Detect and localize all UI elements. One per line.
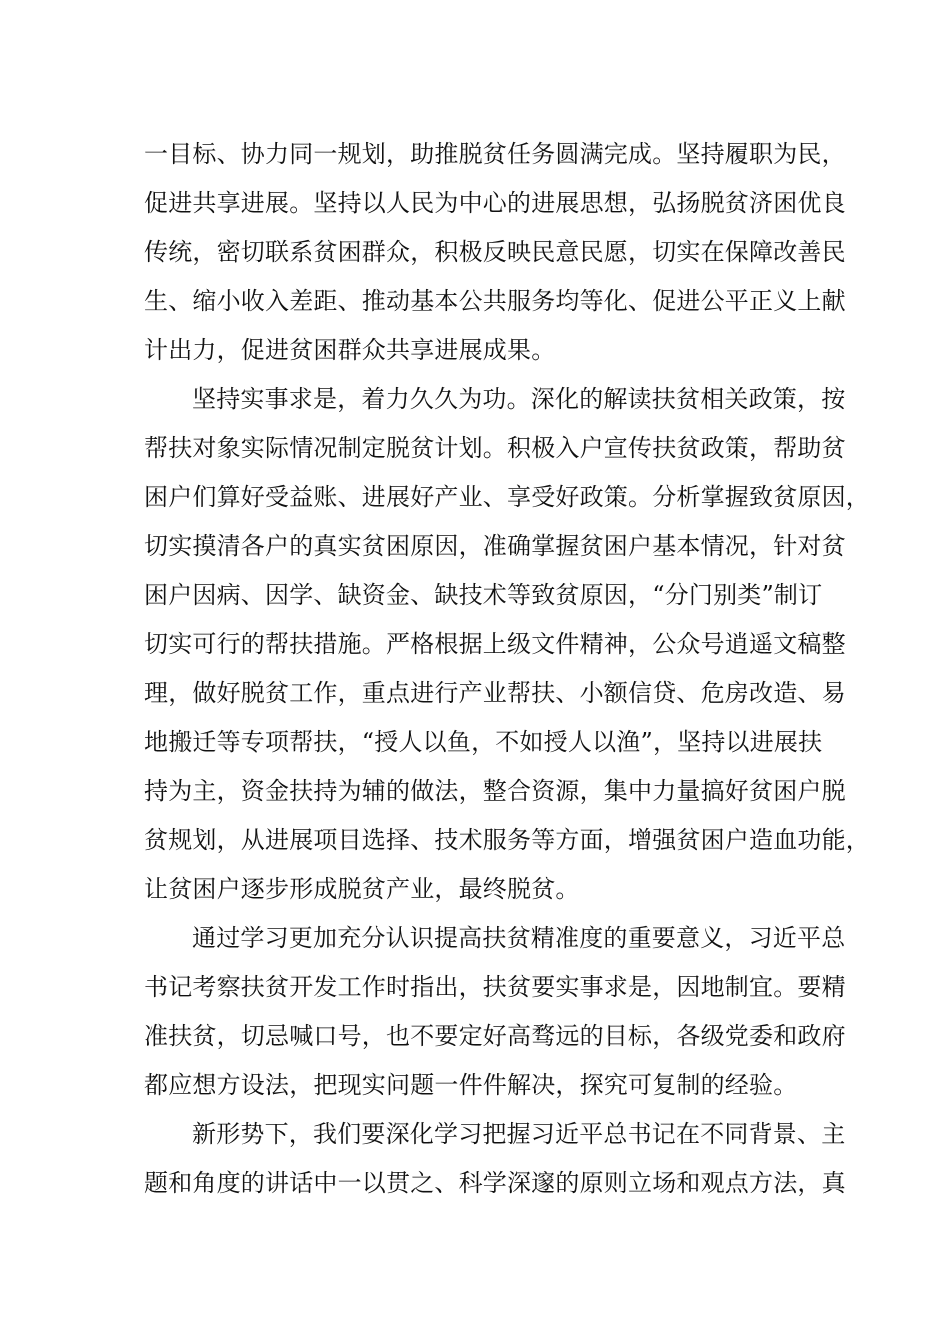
text-line: 传统，密切联系贫困群众，积极反映民意民愿，切实在保障改善民 (144, 238, 846, 266)
text-line: 帮扶对象实际情况制定脱贫计划。积极入户宣传扶贫政策，帮助贫 (144, 434, 846, 462)
text-line: 困户们算好受益账、进展好产业、享受好政策。分析掌握致贫原因， (144, 483, 870, 511)
text-line: 切实摸清各户的真实贫困原因，准确掌握贫困户基本情况，针对贫 (144, 532, 846, 560)
text-line: 题和角度的讲话中一以贯之、科学深邃的原则立场和观点方法，真 (144, 1169, 846, 1197)
text-line: 书记考察扶贫开发工作时指出，扶贫要实事求是，因地制宜。要精 (144, 973, 846, 1001)
paragraph-first-line: 通过学习更加充分认识提高扶贫精准度的重要意义，习近平总 (192, 924, 846, 952)
paragraph-first-line: 坚持实事求是，着力久久为功。深化的解读扶贫相关政策，按 (192, 385, 846, 413)
document-body (144, 130, 870, 1208)
text-line: 困户因病、因学、缺资金、缺技术等致贫原因，“分门别类”制订 (144, 581, 823, 609)
text-line: 促进共享进展。坚持以人民为中心的进展思想，弘扬脱贫济困优良 (144, 189, 846, 217)
text-line: 准扶贫，切忌喊口号，也不要定好高骛远的目标，各级党委和政府 (144, 1022, 846, 1050)
text-line: 生、缩小收入差距、推动基本公共服务均等化、促进公平正义上献 (144, 287, 846, 315)
text-line: 持为主，资金扶持为辅的做法，整合资源，集中力量搞好贫困户脱 (144, 777, 846, 805)
text-line: 贫规划，从进展项目选择、技术服务等方面，增强贫困户造血功能， (144, 826, 870, 854)
text-line: 地搬迁等专项帮扶，“授人以鱼，不如授人以渔”，坚持以进展扶 (144, 728, 823, 756)
text-line: 让贫困户逐步形成脱贫产业，最终脱贫。 (144, 875, 580, 903)
text-line: 计出力，促进贫困群众共享进展成果。 (144, 336, 556, 364)
text-line: 一目标、协力同一规划，助推脱贫任务圆满完成。坚持履职为民， (144, 140, 846, 168)
text-line: 切实可行的帮扶措施。严格根据上级文件精神，公众号逍遥文稿整 (144, 630, 846, 658)
paragraph-first-line: 新形势下，我们要深化学习把握习近平总书记在不同背景、主 (192, 1120, 846, 1148)
text-line: 都应想方设法，把现实问题一件件解决，探究可复制的经验。 (144, 1071, 798, 1099)
text-line: 理，做好脱贫工作，重点进行产业帮扶、小额信贷、危房改造、易 (144, 679, 846, 707)
